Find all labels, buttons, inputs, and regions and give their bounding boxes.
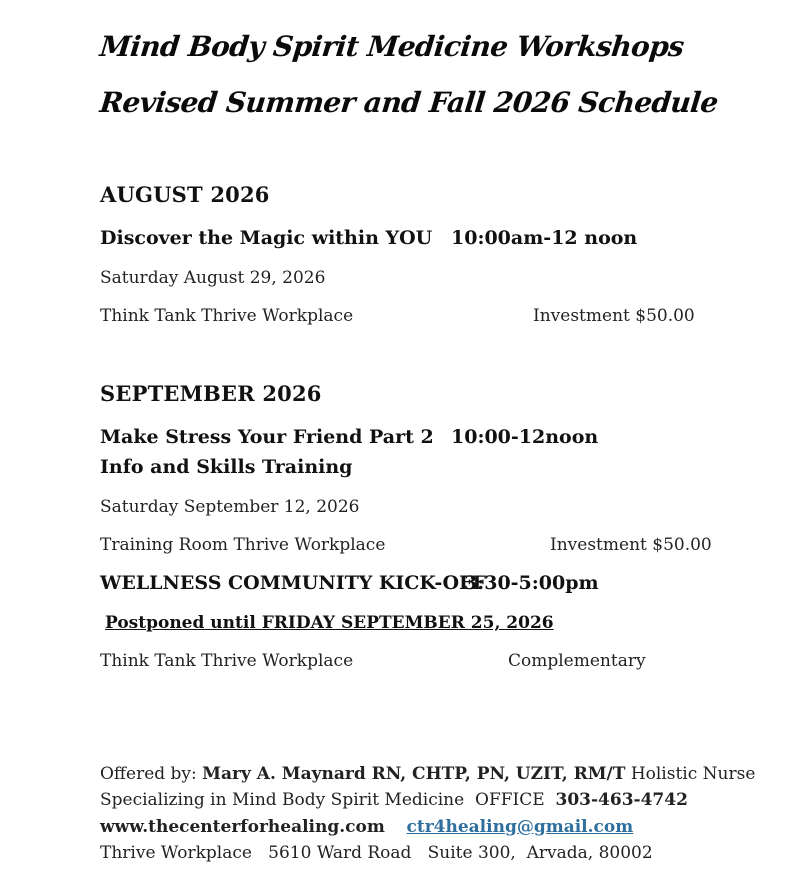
- specialty-text: Specializing in Mind Body Spirit Medicine: [100, 790, 465, 810]
- email-link[interactable]: ctr4healing@gmail.com: [406, 817, 634, 837]
- event-investment-september: Investment $50.00: [550, 535, 712, 555]
- event-time-september: 10:00-12noon: [451, 426, 599, 448]
- offered-by-label: Offered by:: [100, 764, 197, 784]
- title-line-2: Revised Summer and Fall 2026 Schedule: [98, 86, 720, 119]
- wellness-location: Think Tank Thrive Workplace: [100, 651, 354, 671]
- event-title-august: Discover the Magic within YOU: [100, 227, 433, 249]
- event-date-august: Saturday August 29, 2026: [100, 268, 326, 288]
- wellness-time: 3:30-5:00pm: [464, 572, 599, 594]
- event-title-september-line-1: Make Stress Your Friend Part 2: [100, 426, 434, 448]
- address-city: Arvada, 80002: [526, 843, 653, 863]
- address-street: 5610 Ward Road: [268, 843, 412, 863]
- presenter-role: Holistic Nurse: [630, 764, 756, 784]
- wellness-title: WELLNESS COMMUNITY KICK-OFF: [100, 572, 486, 594]
- event-location-september: Training Room Thrive Workplace: [100, 535, 386, 555]
- address-line: [100, 843, 653, 863]
- specialty-line: [100, 790, 688, 810]
- event-location-august: Think Tank Thrive Workplace: [100, 306, 354, 326]
- offered-by-line: [100, 764, 755, 784]
- address-suite: Suite 300,: [427, 843, 516, 863]
- event-date-september: Saturday September 12, 2026: [100, 497, 360, 517]
- website-link[interactable]: www.thecenterforhealing.com: [100, 817, 385, 837]
- contact-line: [100, 817, 633, 837]
- event-investment-august: Investment $50.00: [533, 306, 695, 326]
- wellness-cost: Complementary: [508, 651, 646, 671]
- presenter-name: Mary A. Maynard RN, CHTP, PN, UZIT, RM/T: [202, 764, 626, 784]
- month-heading-august: AUGUST 2026: [100, 182, 270, 207]
- postponed-notice: Postponed until FRIDAY SEPTEMBER 25, 2026: [105, 613, 554, 633]
- event-time-august: 10:00am-12 noon: [451, 227, 638, 249]
- event-title-september-line-2: Info and Skills Training: [100, 456, 353, 478]
- title-line-1: Mind Body Spirit Medicine Workshops: [98, 30, 686, 63]
- office-phone: 303-463-4742: [555, 790, 688, 810]
- office-label: OFFICE: [475, 790, 545, 810]
- month-heading-september: SEPTEMBER 2026: [100, 381, 322, 406]
- address-place: Thrive Workplace: [100, 843, 252, 863]
